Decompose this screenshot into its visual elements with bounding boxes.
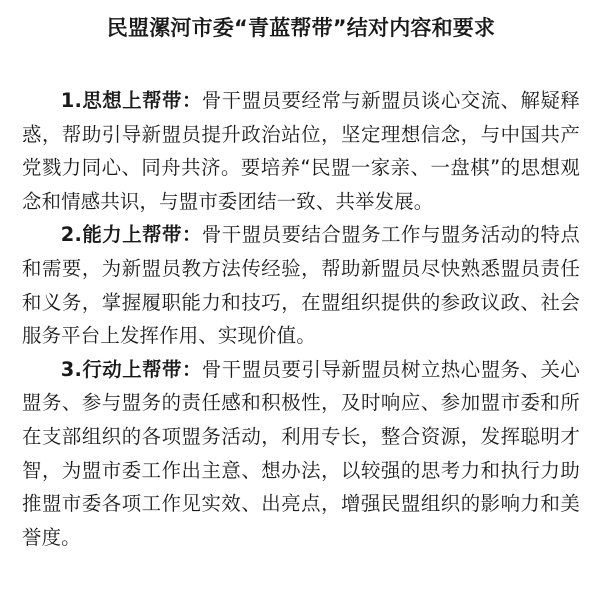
section-ideological — [22, 84, 580, 218]
section-heading: 1.思想上帮带： — [60, 89, 202, 112]
section-body: 骨干盟员要引导新盟员树立热心盟务、关心盟务、参与盟务的责任感和积极性，及时响应、参加盟市委和所在支部组织的各项盟务活动，利用专长，整合资源，发挥聪明才智，为盟市委工作出主意、想办法，以较强的思考力和执行力助推盟市委各项工作见实效、出亮点，增强民盟组织的影响力和美誉度。 — [22, 357, 580, 549]
section-heading: 2.能力上帮带： — [60, 223, 202, 247]
section-heading: 3.行动上帮带： — [60, 357, 202, 381]
section-action — [22, 353, 580, 555]
section-capability — [22, 218, 580, 352]
section-body: 骨干盟员要结合盟务工作与盟务活动的特点和需要，为新盟员教方法传经验，帮助新盟员尽快熟悉盟员责任和义务，掌握履职能力和技巧，在盟组织提供的参政议政、社会服务平台上发挥作用、实现价值。 — [22, 223, 580, 348]
document-title: 民盟漯河市委“青蓝帮带”结对内容和要求 — [106, 16, 496, 40]
section-body: 骨干盟员要经常与新盟员谈心交流、解疑释惑，帮助引导新盟员提升政治站位，坚定理想信念，与中国共产党戮力同心、同舟共济。要培养“民盟一家亲、一盘棋”的思想观念和情感共识，与盟市委团结一致、共举发展。 — [22, 89, 580, 213]
